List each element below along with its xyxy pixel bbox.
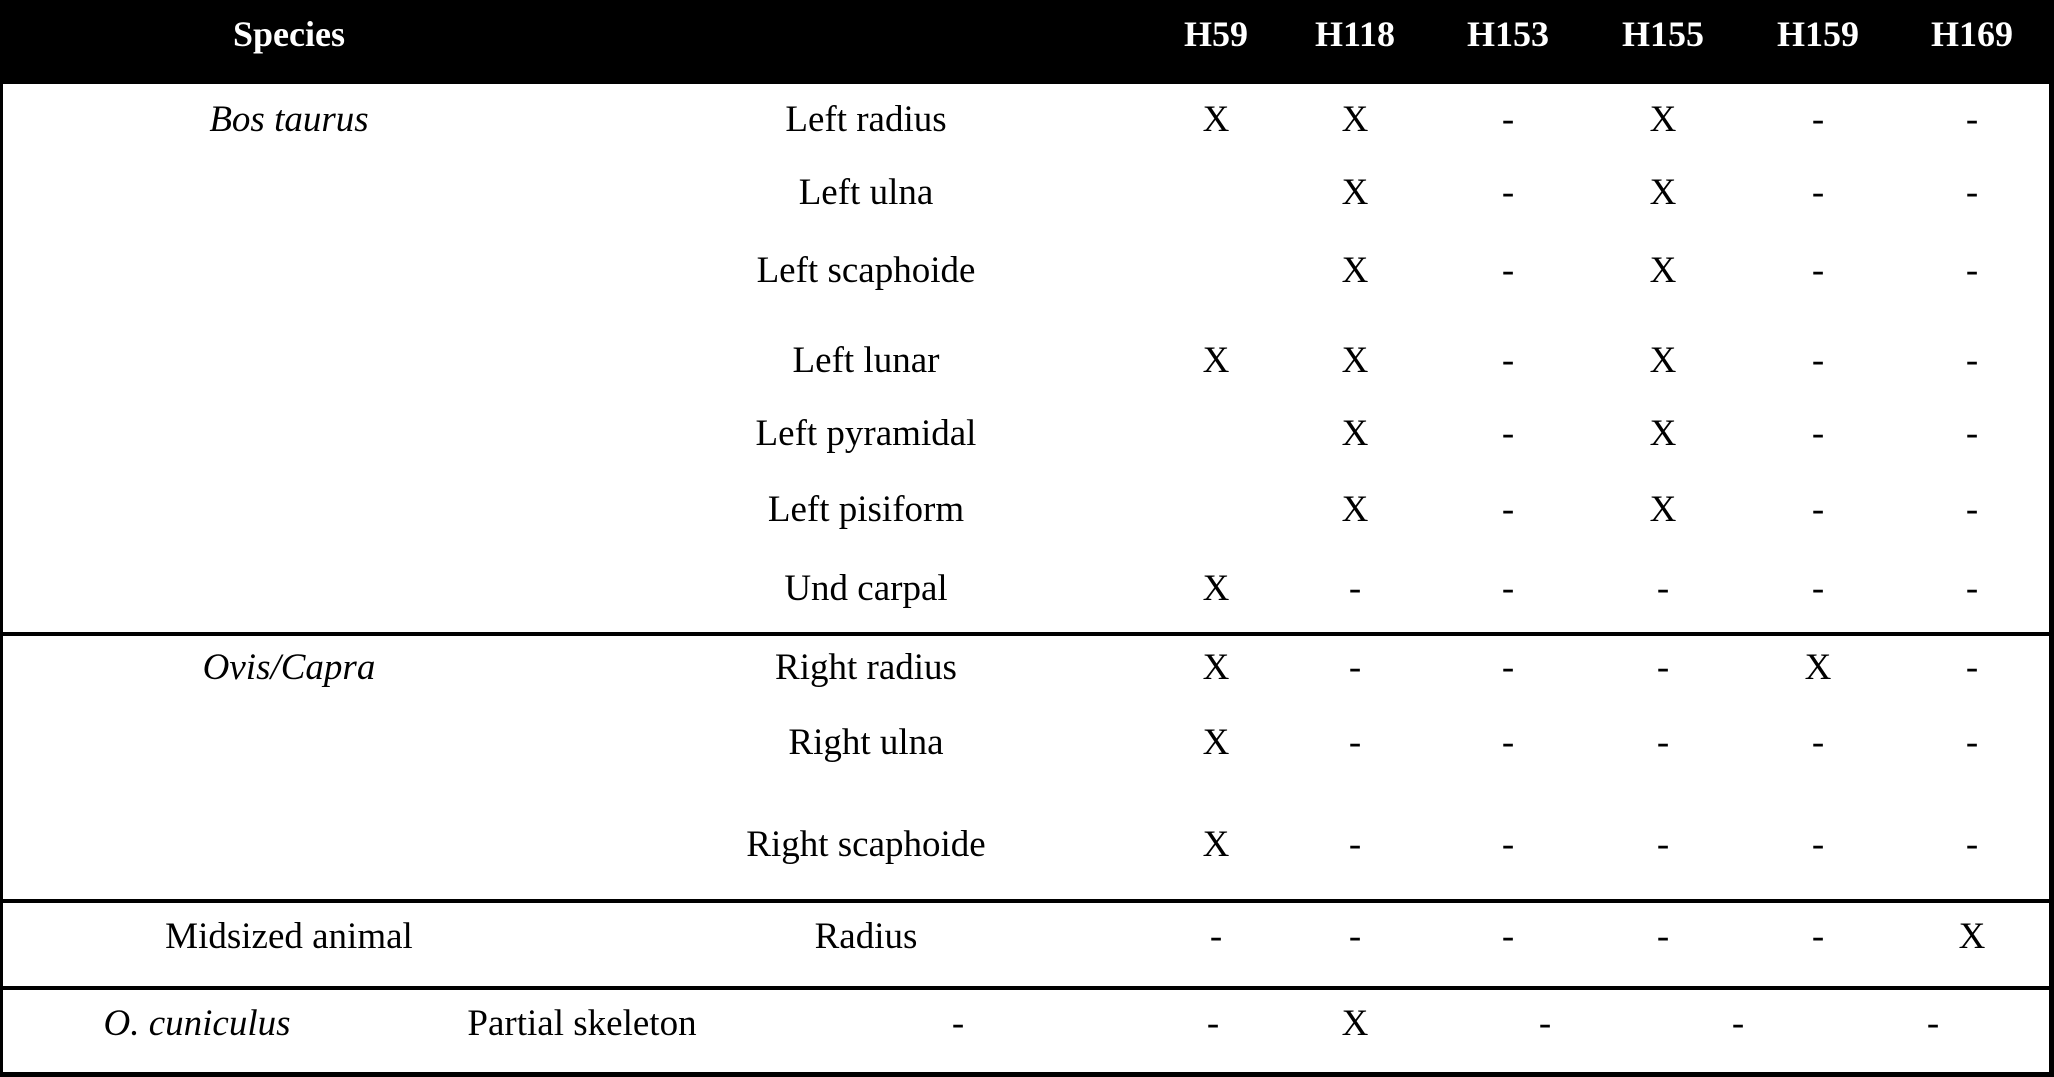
presence-mark: - xyxy=(1501,172,1515,213)
presence-mark: - xyxy=(1501,489,1515,530)
table-header xyxy=(0,0,2054,84)
presence-mark: X xyxy=(1341,413,1369,454)
presence-mark: X xyxy=(1202,568,1230,609)
presence-mark: - xyxy=(1348,568,1362,609)
presence-mark: - xyxy=(1965,647,1979,688)
header-site-h118: H118 xyxy=(1314,14,1396,54)
presence-mark: X xyxy=(1341,99,1369,140)
presence-mark: X xyxy=(1341,172,1369,213)
presence-mark: - xyxy=(1348,722,1362,763)
element-label: Radius xyxy=(814,916,918,957)
presence-mark: - xyxy=(1811,340,1825,381)
presence-mark: X xyxy=(1341,1003,1369,1044)
presence-mark: X xyxy=(1649,172,1677,213)
presence-mark: X xyxy=(1341,250,1369,291)
presence-mark: - xyxy=(1501,340,1515,381)
presence-mark: - xyxy=(951,1003,965,1044)
element-label: Left scaphoide xyxy=(756,250,976,291)
presence-mark: - xyxy=(1965,99,1979,140)
presence-mark: - xyxy=(1811,489,1825,530)
presence-mark: - xyxy=(1501,99,1515,140)
presence-mark: - xyxy=(1656,916,1670,957)
species-label: Bos taurus xyxy=(209,99,369,140)
presence-mark: - xyxy=(1348,824,1362,865)
presence-mark: X xyxy=(1341,340,1369,381)
presence-mark: - xyxy=(1501,568,1515,609)
presence-mark: - xyxy=(1965,722,1979,763)
presence-mark: - xyxy=(1965,172,1979,213)
presence-mark: - xyxy=(1965,568,1979,609)
presence-mark: X xyxy=(1958,916,1986,957)
presence-mark: X xyxy=(1202,647,1230,688)
presence-mark: - xyxy=(1501,722,1515,763)
presence-mark: - xyxy=(1926,1003,1940,1044)
presence-mark: - xyxy=(1501,250,1515,291)
presence-mark: X xyxy=(1804,647,1832,688)
element-label: Right radius xyxy=(775,647,957,688)
presence-mark: - xyxy=(1965,413,1979,454)
presence-mark: X xyxy=(1202,99,1230,140)
header-site-h153: H153 xyxy=(1466,14,1550,54)
presence-mark: - xyxy=(1501,916,1515,957)
presence-mark: - xyxy=(1811,413,1825,454)
header-species: Species xyxy=(233,14,345,54)
header-site-h169: H169 xyxy=(1930,14,2014,54)
presence-mark: - xyxy=(1811,722,1825,763)
presence-mark: - xyxy=(1811,824,1825,865)
presence-mark: X xyxy=(1649,413,1677,454)
presence-mark: X xyxy=(1649,489,1677,530)
element-label: Right scaphoide xyxy=(746,824,986,865)
presence-mark: - xyxy=(1965,824,1979,865)
table-border-right xyxy=(2049,84,2054,1077)
element-label: Left radius xyxy=(785,99,947,140)
group-divider xyxy=(0,986,2054,990)
presence-mark: X xyxy=(1202,824,1230,865)
presence-mark: X xyxy=(1202,340,1230,381)
presence-mark: - xyxy=(1656,722,1670,763)
presence-mark: - xyxy=(1731,1003,1745,1044)
element-label: Left pyramidal xyxy=(755,413,977,454)
presence-mark: - xyxy=(1538,1003,1552,1044)
species-label: Midsized animal xyxy=(165,916,413,957)
presence-mark: X xyxy=(1202,722,1230,763)
presence-mark: - xyxy=(1811,568,1825,609)
presence-mark: X xyxy=(1341,489,1369,530)
presence-mark: - xyxy=(1811,99,1825,140)
presence-mark: - xyxy=(1965,250,1979,291)
presence-mark: - xyxy=(1965,489,1979,530)
presence-mark: - xyxy=(1501,647,1515,688)
element-label: Left ulna xyxy=(798,172,934,213)
presence-mark: - xyxy=(1656,824,1670,865)
presence-mark: - xyxy=(1656,647,1670,688)
element-label: Right ulna xyxy=(788,722,944,763)
group-divider xyxy=(0,632,2054,636)
presence-mark: - xyxy=(1501,413,1515,454)
presence-mark: - xyxy=(1206,1003,1220,1044)
presence-mark: - xyxy=(1209,916,1223,957)
presence-mark: - xyxy=(1965,340,1979,381)
header-site-h155: H155 xyxy=(1621,14,1705,54)
presence-mark: - xyxy=(1348,916,1362,957)
header-site-h59: H59 xyxy=(1183,14,1249,54)
element-label: Partial skeleton xyxy=(467,1003,697,1044)
presence-mark: - xyxy=(1811,916,1825,957)
presence-mark: - xyxy=(1348,647,1362,688)
presence-mark: - xyxy=(1656,568,1670,609)
presence-mark: X xyxy=(1649,99,1677,140)
element-label: Und carpal xyxy=(784,568,948,609)
element-label: Left pisiform xyxy=(767,489,965,530)
header-site-h159: H159 xyxy=(1776,14,1860,54)
element-label: Left lunar xyxy=(792,340,940,381)
species-label: O. cuniculus xyxy=(103,1003,291,1044)
species-label: Ovis/Capra xyxy=(202,647,376,688)
presence-mark: - xyxy=(1811,172,1825,213)
presence-mark: - xyxy=(1811,250,1825,291)
presence-mark: X xyxy=(1649,250,1677,291)
presence-mark: X xyxy=(1649,340,1677,381)
table-border-left xyxy=(0,84,3,1077)
table-border-bottom xyxy=(0,1072,2054,1077)
group-divider xyxy=(0,899,2054,903)
presence-mark: - xyxy=(1501,824,1515,865)
